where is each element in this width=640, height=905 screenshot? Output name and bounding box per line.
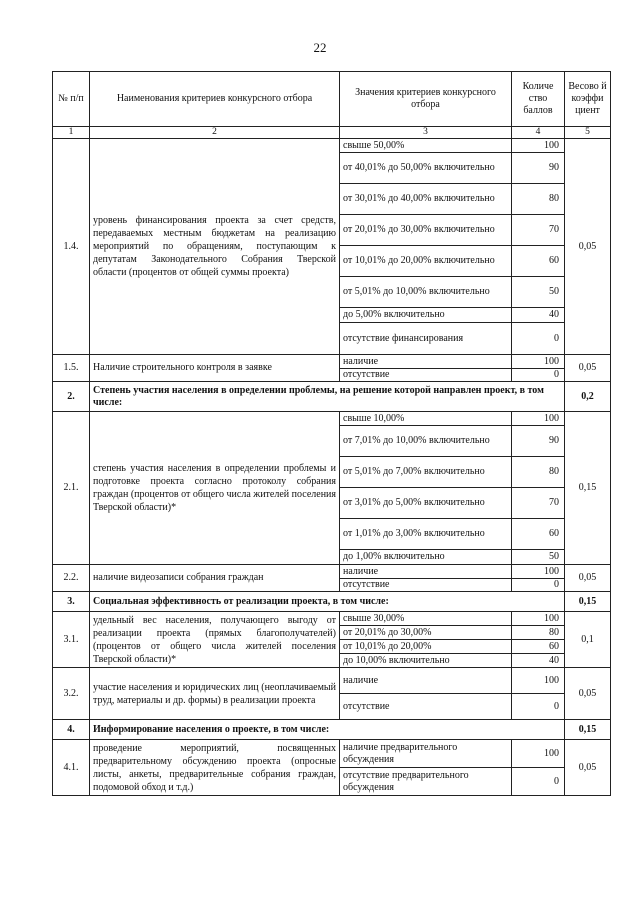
header-score: Количе ство баллов bbox=[512, 72, 565, 127]
score: 100 bbox=[512, 740, 565, 768]
criterion-value: от 10,01% до 20,00% включительно bbox=[340, 246, 512, 277]
criterion-name: Наличие строительного контроля в заявке bbox=[90, 355, 340, 382]
score: 100 bbox=[512, 139, 565, 153]
score: 60 bbox=[512, 519, 565, 550]
criterion-value: отсутствие bbox=[340, 694, 512, 720]
column-number: 4 bbox=[512, 127, 565, 139]
column-number-row bbox=[53, 127, 611, 139]
score: 0 bbox=[512, 694, 565, 720]
score: 100 bbox=[512, 355, 565, 369]
row-number: 1.4. bbox=[53, 139, 90, 355]
section-weight: 0,2 bbox=[565, 382, 611, 412]
row-number: 1.5. bbox=[53, 355, 90, 382]
header-row bbox=[53, 72, 611, 127]
score: 40 bbox=[512, 308, 565, 323]
score: 0 bbox=[512, 768, 565, 796]
section-weight: 0,15 bbox=[565, 720, 611, 740]
table-row bbox=[53, 612, 611, 626]
score: 0 bbox=[512, 369, 565, 382]
weight: 0,05 bbox=[565, 139, 611, 355]
criterion-value: до 1,00% включительно bbox=[340, 550, 512, 565]
criterion-value: отсутствие bbox=[340, 369, 512, 382]
score: 0 bbox=[512, 579, 565, 592]
criterion-value: отсутствие bbox=[340, 579, 512, 592]
score: 60 bbox=[512, 246, 565, 277]
weight: 0,05 bbox=[565, 565, 611, 592]
table-row bbox=[53, 139, 611, 153]
score: 90 bbox=[512, 426, 565, 457]
section-number: 3. bbox=[53, 592, 90, 612]
score: 90 bbox=[512, 153, 565, 184]
weight: 0,05 bbox=[565, 740, 611, 796]
table-row bbox=[53, 740, 611, 768]
header-criteria-name: Наименования критериев конкурсного отбора bbox=[90, 72, 340, 127]
criterion-value: до 10,00% включительно bbox=[340, 654, 512, 668]
section-row bbox=[53, 592, 611, 612]
section-row bbox=[53, 720, 611, 740]
criterion-name: степень участия населения в определении проблемы и подготовке проекта согласно протоколу собрания граждан (процентов от общего числа жителей поселения Тверской области)* bbox=[90, 412, 340, 565]
criterion-value: от 40,01% до 50,00% включительно bbox=[340, 153, 512, 184]
criterion-value: наличие bbox=[340, 668, 512, 694]
score: 100 bbox=[512, 612, 565, 626]
score: 70 bbox=[512, 488, 565, 519]
criterion-value: от 20,01% до 30,00% включительно bbox=[340, 215, 512, 246]
score: 60 bbox=[512, 640, 565, 654]
section-weight: 0,15 bbox=[565, 592, 611, 612]
row-number: 2.1. bbox=[53, 412, 90, 565]
score: 70 bbox=[512, 215, 565, 246]
criterion-name: проведение мероприятий, посвященных предварительному обсуждению проекта (опросные листы, анкеты, предварительные собрания граждан, подомовой обход и т.д.) bbox=[90, 740, 340, 796]
criterion-value: свыше 30,00% bbox=[340, 612, 512, 626]
column-number: 1 bbox=[53, 127, 90, 139]
criterion-value: от 1,01% до 3,00% включительно bbox=[340, 519, 512, 550]
header-weight: Весово й коэффи циент bbox=[565, 72, 611, 127]
section-number: 4. bbox=[53, 720, 90, 740]
criterion-value: от 3,01% до 5,00% включительно bbox=[340, 488, 512, 519]
table-row bbox=[53, 412, 611, 426]
row-number: 3.1. bbox=[53, 612, 90, 668]
criterion-value: свыше 10,00% bbox=[340, 412, 512, 426]
criterion-value: до 5,00% включительно bbox=[340, 308, 512, 323]
row-number: 4.1. bbox=[53, 740, 90, 796]
criterion-value: наличие bbox=[340, 565, 512, 579]
weight: 0,05 bbox=[565, 355, 611, 382]
score: 100 bbox=[512, 412, 565, 426]
criterion-value: от 5,01% до 7,00% включительно bbox=[340, 457, 512, 488]
weight: 0,1 bbox=[565, 612, 611, 668]
section-row bbox=[53, 382, 611, 412]
score: 80 bbox=[512, 626, 565, 640]
page-number: 22 bbox=[313, 40, 327, 55]
criterion-value: от 10,01% до 20,00% bbox=[340, 640, 512, 654]
criterion-name: участие населения и юридических лиц (неоплачиваемый труд, материалы и др. формы) в реализации проекта bbox=[90, 668, 340, 720]
criterion-name: наличие видеозаписи собрания граждан bbox=[90, 565, 340, 592]
criterion-value: свыше 50,00% bbox=[340, 139, 512, 153]
criterion-value: от 30,01% до 40,00% включительно bbox=[340, 184, 512, 215]
weight: 0,05 bbox=[565, 668, 611, 720]
criterion-name: уровень финансирования проекта за счет средств, передаваемых местным бюджетам на реализацию мероприятий по обращениям, поступающим к депутатам Законодательного Собрания Тверской области (процентов от общей суммы проекта) bbox=[90, 139, 340, 355]
column-number: 3 bbox=[340, 127, 512, 139]
section-title: Социальная эффективность от реализации проекта, в том числе: bbox=[90, 592, 565, 612]
criterion-name: удельный вес населения, получающего выгоду от реализации проекта (прямых благополучателей) (процентов от общего числа жителей поселения Тверской области)* bbox=[90, 612, 340, 668]
score: 80 bbox=[512, 457, 565, 488]
score: 0 bbox=[512, 323, 565, 355]
table-row bbox=[53, 355, 611, 369]
score: 100 bbox=[512, 668, 565, 694]
section-title: Степень участия населения в определении проблемы, на решение которой направлен проект, в том числе: bbox=[90, 382, 565, 412]
header-criteria-values: Значения критериев конкурсного отбора bbox=[340, 72, 512, 127]
header-num: № п/п bbox=[53, 72, 90, 127]
section-title: Информирование населения о проекте, в том числе: bbox=[90, 720, 565, 740]
table-row bbox=[53, 668, 611, 694]
criterion-value: отсутствие финансирования bbox=[340, 323, 512, 355]
row-number: 2.2. bbox=[53, 565, 90, 592]
score: 50 bbox=[512, 277, 565, 308]
criterion-value: наличие bbox=[340, 355, 512, 369]
section-number: 2. bbox=[53, 382, 90, 412]
score: 100 bbox=[512, 565, 565, 579]
criterion-value: от 7,01% до 10,00% включительно bbox=[340, 426, 512, 457]
criteria-table bbox=[52, 71, 611, 796]
criterion-value: отсутствие предварительного обсуждения bbox=[340, 768, 512, 796]
criterion-value: от 20,01% до 30,00% bbox=[340, 626, 512, 640]
weight: 0,15 bbox=[565, 412, 611, 565]
table-row bbox=[53, 565, 611, 579]
criterion-value: наличие предварительного обсуждения bbox=[340, 740, 512, 768]
row-number: 3.2. bbox=[53, 668, 90, 720]
column-number: 5 bbox=[565, 127, 611, 139]
score: 40 bbox=[512, 654, 565, 668]
score: 80 bbox=[512, 184, 565, 215]
criterion-value: от 5,01% до 10,00% включительно bbox=[340, 277, 512, 308]
score: 50 bbox=[512, 550, 565, 565]
column-number: 2 bbox=[90, 127, 340, 139]
